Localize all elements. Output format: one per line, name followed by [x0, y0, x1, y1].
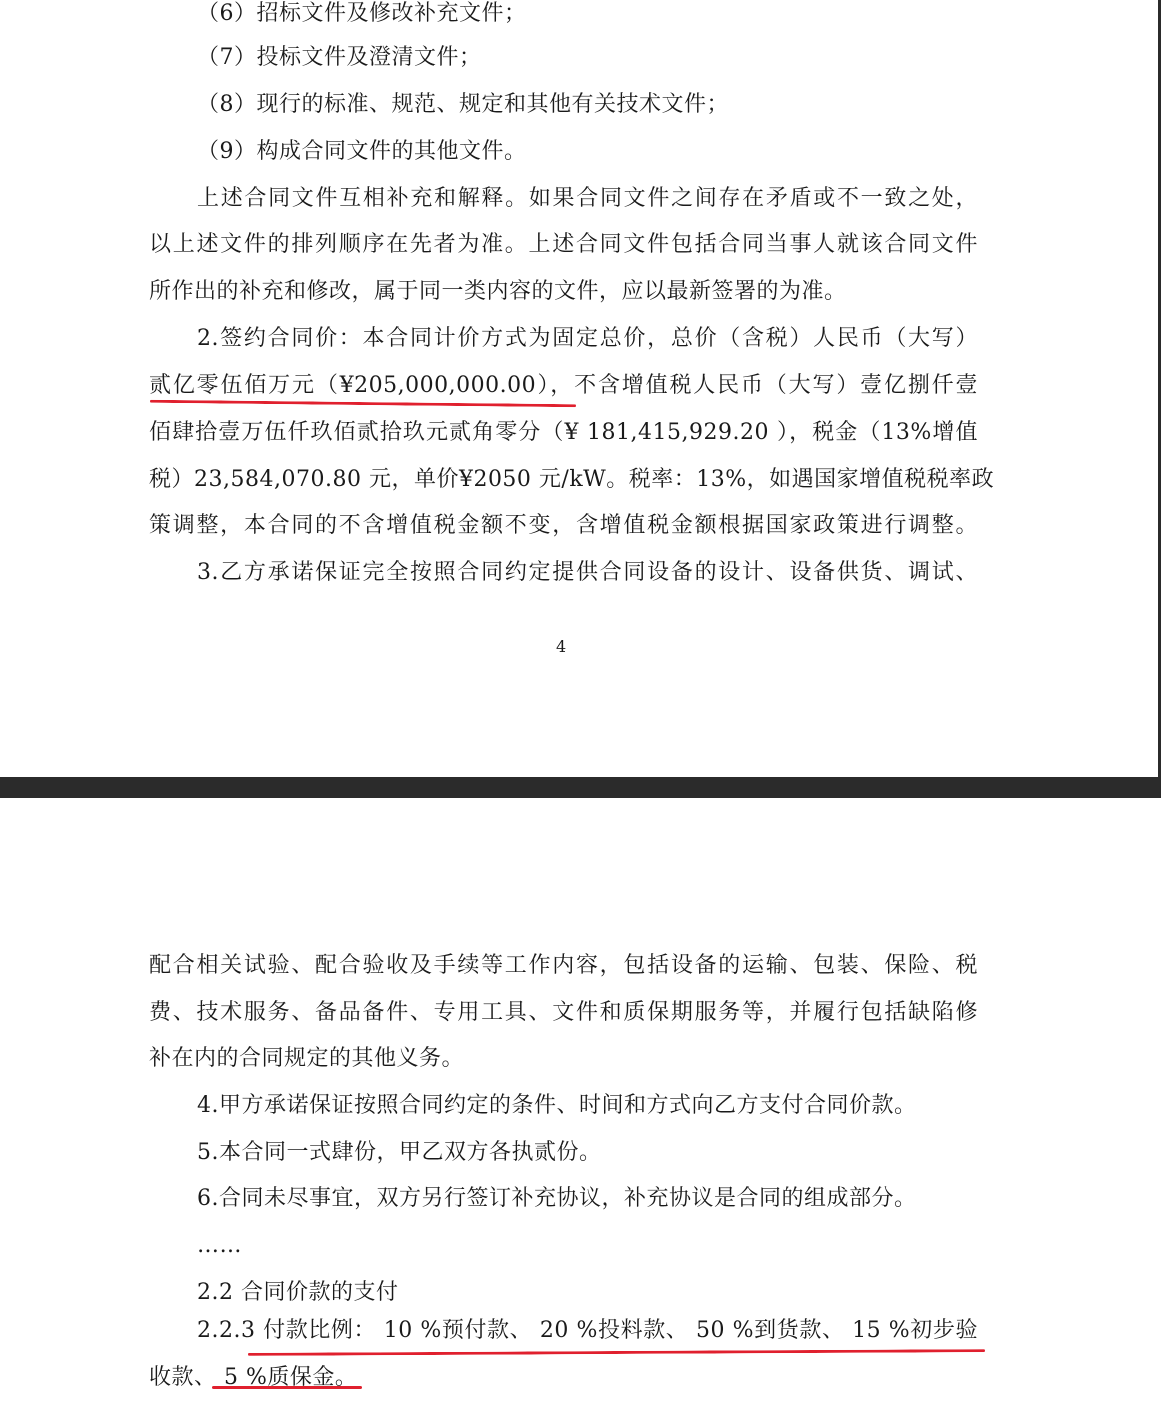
- text-line: ……: [197, 1233, 242, 1258]
- text-line: 6.合同未尽事宜，双方另行签订补充协议，补充协议是合同的组成部分。: [197, 1186, 917, 1211]
- text-line: 费、技术服务、备品备件、专用工具、文件和质保期服务等，并履行包括缺陷修: [149, 1000, 978, 1025]
- text-line: 4.甲方承诺保证按照合同约定的条件、时间和方式向乙方支付合同价款。: [197, 1093, 917, 1118]
- text-line: 佰肆拾壹万伍仟玖佰贰拾玖元贰角零分（¥ 181,415,929.20 ），税金（13%增值: [149, 420, 978, 445]
- text-line: 2.签约合同价：本合同计价方式为固定总价，总价（含税）人民币（大写）: [197, 326, 978, 351]
- text-line: 税）23,584,070.80 元，单价¥2050 元/kW。税率：13%，如遇国家增值税税率政: [149, 467, 995, 492]
- page-separator: [0, 777, 1161, 798]
- text-line: 配合相关试验、配合验收及手续等工作内容，包括设备的运输、包装、保险、税: [149, 953, 978, 978]
- red-underline-mark: [248, 1349, 985, 1356]
- text-line: 3.乙方承诺保证完全按照合同约定提供合同设备的设计、设备供货、调试、: [197, 560, 978, 585]
- red-underline-mark: [150, 400, 576, 407]
- document-page-5: [0, 798, 1161, 1407]
- text-line: 所作出的补充和修改，属于同一类内容的文件，应以最新签署的为准。: [149, 279, 847, 304]
- text-line: 收款、 5 %质保金。: [149, 1365, 358, 1390]
- text-line: 贰亿零伍佰万元（¥205,000,000.00），不含增值税人民币（大写）壹亿捌仟壹: [149, 373, 978, 398]
- text-line: 2.2.3 付款比例： 10 %预付款、 20 %投料款、 50 %到货款、 15 %初步验: [197, 1318, 978, 1343]
- text-line: （7）投标文件及澄清文件；: [197, 45, 482, 70]
- text-line: （9）构成合同文件的其他文件。: [197, 139, 527, 164]
- text-line: （6）招标文件及修改补充文件；: [197, 1, 527, 26]
- text-line: 策调整，本合同的不含增值税金额不变，含增值税金额根据国家政策进行调整。: [149, 513, 978, 538]
- red-underline-mark: [212, 1386, 362, 1389]
- text-line: 补在内的合同规定的其他义务。: [149, 1046, 465, 1071]
- text-line: 5.本合同一式肆份，甲乙双方各执贰份。: [197, 1140, 602, 1165]
- text-line: 以上述文件的排列顺序在先者为准。上述合同文件包括合同当事人就该合同文件: [149, 232, 978, 257]
- text-line: （8）现行的标准、规范、规定和其他有关技术文件；: [197, 92, 729, 117]
- section-heading: 2.2 合同价款的支付: [197, 1280, 399, 1305]
- page-number: 4: [556, 637, 567, 656]
- text-line: 上述合同文件互相补充和解释。如果合同文件之间存在矛盾或不一致之处，: [197, 186, 978, 211]
